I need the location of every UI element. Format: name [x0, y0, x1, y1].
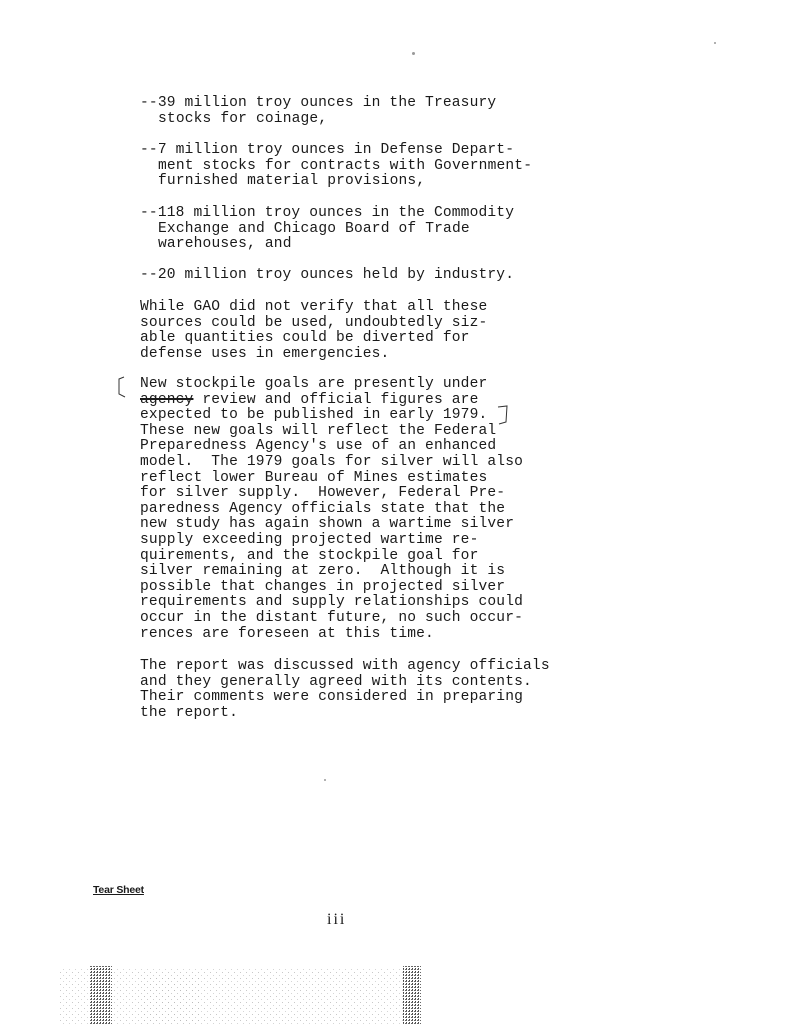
item-industry	[140, 268, 600, 284]
text-line: ment stocks for contracts with Government-	[158, 157, 533, 174]
item-treasury	[140, 96, 600, 127]
item-defense	[140, 143, 600, 190]
text-line: quirements, and the stockpile goal for	[140, 547, 479, 564]
text-line: possible that changes in projected silver	[140, 578, 506, 595]
text-line: occur in the distant future, no such occur-	[140, 609, 524, 626]
text-line: supply exceeding projected wartime re-	[140, 531, 479, 548]
text-line: requirements and supply relationships could	[140, 594, 524, 611]
paragraph-goals	[140, 377, 600, 642]
text-line: rences are foreseen at this time.	[140, 625, 434, 642]
paragraph-gao	[140, 300, 600, 362]
text-line: defense uses in emergencies.	[140, 345, 390, 362]
text-line: Preparedness Agency's use of an enhanced	[140, 438, 497, 455]
text-line	[140, 393, 600, 409]
text-line: paredness Agency officials state that the	[140, 500, 506, 517]
text-line: Exchange and Chicago Board of Trade	[158, 220, 470, 237]
text-line: silver remaining at zero. Although it is	[140, 563, 506, 580]
text-line: sources could be used, undoubtedly siz-	[140, 314, 488, 331]
text-line: These new goals will reflect the Federal	[140, 422, 497, 439]
text-line: New stockpile goals are presently under	[140, 376, 488, 392]
text-line: stocks for coinage,	[158, 110, 328, 127]
text-line: warehouses, and	[158, 236, 292, 253]
text-line: reflect lower Bureau of Mines estimates	[140, 469, 488, 486]
text-line: Their comments were considered in preparing	[140, 689, 524, 706]
text-line: expected to be published in early 1979.	[140, 407, 488, 424]
text-line: and they generally agreed with its contents.	[140, 673, 532, 690]
text-line: --39 million troy ounces in the Treasury	[140, 95, 497, 111]
struck-word: agency	[140, 391, 194, 408]
bracket-mark-left	[116, 376, 126, 398]
scan-speck	[714, 42, 716, 44]
page-number: iii	[327, 911, 347, 928]
item-commodity	[140, 206, 600, 253]
scan-noise-strip	[0, 960, 799, 1024]
text-line: --7 million troy ounces in Defense Depart-	[140, 142, 515, 158]
text-line: new study has again shown a wartime silver	[140, 516, 515, 533]
text-segment: review and official figures are	[193, 391, 479, 408]
scan-speck	[412, 52, 415, 55]
text-line: able quantities could be diverted for	[140, 330, 470, 347]
text-line: While GAO did not verify that all these	[140, 299, 488, 315]
text-line: for silver supply. However, Federal Pre-	[140, 485, 506, 502]
text-line: model. The 1979 goals for silver will also	[140, 453, 524, 470]
text-line: furnished material provisions,	[158, 173, 426, 190]
text-line: --20 million troy ounces held by industry.	[140, 267, 515, 283]
scan-speck	[324, 779, 326, 781]
text-line: --118 million troy ounces in the Commodity	[140, 205, 515, 221]
paragraph-report	[140, 659, 600, 721]
text-line: The report was discussed with agency officials	[140, 658, 550, 674]
tear-sheet-label: Tear Sheet	[93, 884, 144, 896]
text-line: the report.	[140, 704, 238, 721]
